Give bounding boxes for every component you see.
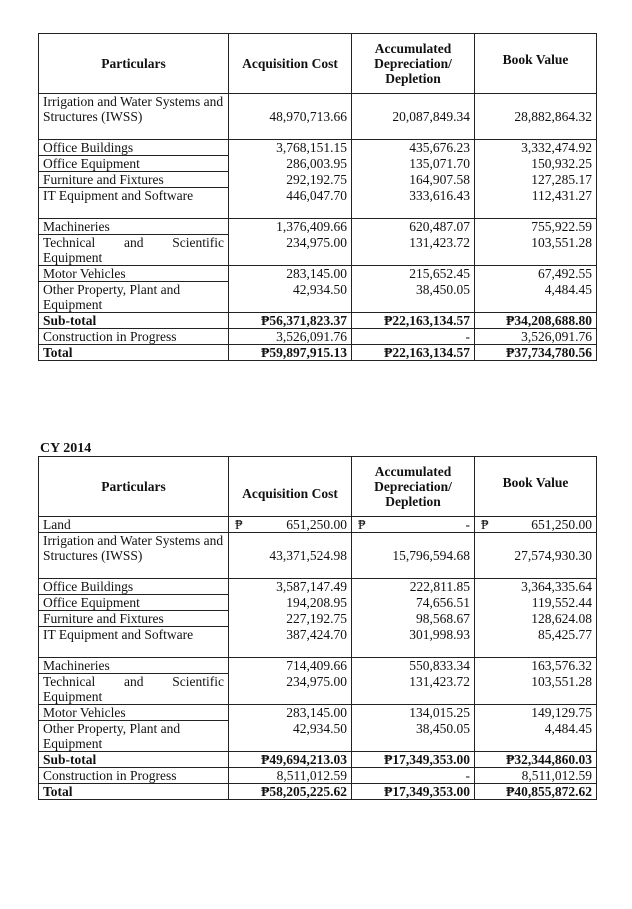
cell-book-value: 85,425.77 <box>475 627 597 658</box>
cell-book-value: 103,551.28 <box>475 235 597 266</box>
cip-row <box>39 768 597 784</box>
cell-cost: 43,371,524.98 <box>229 533 352 579</box>
cell-book-value: 149,129.75 <box>475 705 597 721</box>
table-row <box>39 533 597 579</box>
cip-depreciation: - <box>352 768 475 784</box>
subtotal-label: Sub-total <box>39 313 229 329</box>
peso-sign: ₱ <box>358 517 366 532</box>
cell-book-value: 4,484.45 <box>475 721 597 752</box>
cell-cost: 446,047.70 <box>229 188 352 219</box>
header-particulars: Particulars <box>39 34 229 94</box>
row-label: IT Equipment and Software <box>39 188 229 219</box>
table-row <box>39 282 597 313</box>
cell-cost: 283,145.00 <box>229 705 352 721</box>
row-label: Furniture and Fixtures <box>39 172 229 188</box>
header-acquisition-cost: Acquisition Cost <box>229 457 352 517</box>
cell-depreciation: 20,087,849.34 <box>352 94 475 140</box>
subtotal-cost: ₱56,371,823.37 <box>229 313 352 329</box>
cell-cost: 3,587,147.49 <box>229 579 352 595</box>
cell-book-value: 755,922.59 <box>475 219 597 235</box>
row-label: Machineries <box>39 219 229 235</box>
cell-cost <box>229 517 352 533</box>
table-row <box>39 611 597 627</box>
cell-depreciation: 135,071.70 <box>352 156 475 172</box>
row-label: Office Buildings <box>39 140 229 156</box>
subtotal-row <box>39 752 597 768</box>
table-row <box>39 627 597 658</box>
table-row <box>39 188 597 219</box>
table-row <box>39 705 597 721</box>
subtotal-cost: ₱49,694,213.03 <box>229 752 352 768</box>
table-row <box>39 219 597 235</box>
cell-depreciation: 74,656.51 <box>352 595 475 611</box>
table-row <box>39 156 597 172</box>
cell-book-value: 3,332,474.92 <box>475 140 597 156</box>
cell-book-value: 3,364,335.64 <box>475 579 597 595</box>
table-row <box>39 658 597 674</box>
cell-depreciation: 134,015.25 <box>352 705 475 721</box>
cell-book-value: 27,574,930.30 <box>475 533 597 579</box>
cip-label: Construction in Progress <box>39 329 229 345</box>
cell-depreciation: 131,423.72 <box>352 235 475 266</box>
total-book-value: ₱37,734,780.56 <box>475 345 597 361</box>
asset-table-1 <box>38 33 597 361</box>
cell-cost: 234,975.00 <box>229 674 352 705</box>
cell-book-value: 4,484.45 <box>475 282 597 313</box>
cell-book-value: 112,431.27 <box>475 188 597 219</box>
subtotal-book-value: ₱32,344,860.03 <box>475 752 597 768</box>
header-accumulated-depreciation: Accumulated Depreciation/ Depletion <box>352 457 475 517</box>
cell-depreciation: 15,796,594.68 <box>352 533 475 579</box>
total-cost: ₱59,897,915.13 <box>229 345 352 361</box>
cell-depreciation: 301,998.93 <box>352 627 475 658</box>
cell-depreciation: 333,616.43 <box>352 188 475 219</box>
table-row <box>39 595 597 611</box>
cell-book-value: 103,551.28 <box>475 674 597 705</box>
cell-cost: 42,934.50 <box>229 282 352 313</box>
table-row <box>39 172 597 188</box>
cell-cost: 194,208.95 <box>229 595 352 611</box>
table-row <box>39 721 597 752</box>
total-label: Total <box>39 345 229 361</box>
land-row <box>39 517 597 533</box>
total-label: Total <box>39 784 229 800</box>
cell-cost: 286,003.95 <box>229 156 352 172</box>
subtotal-depreciation: ₱17,349,353.00 <box>352 752 475 768</box>
subtotal-book-value: ₱34,208,688.80 <box>475 313 597 329</box>
row-label: Office Buildings <box>39 579 229 595</box>
row-label: Machineries <box>39 658 229 674</box>
table-row <box>39 94 597 140</box>
cell-depreciation: 131,423.72 <box>352 674 475 705</box>
section-title: CY 2014 <box>40 441 92 456</box>
cip-book-value: 3,526,091.76 <box>475 329 597 345</box>
cell-cost: 227,192.75 <box>229 611 352 627</box>
cell-book-value: 127,285.17 <box>475 172 597 188</box>
cell-depreciation: 38,450.05 <box>352 282 475 313</box>
table-row <box>39 266 597 282</box>
row-label: Land <box>39 517 229 533</box>
row-label: Technical and Scientific Equipment <box>39 674 229 705</box>
total-row <box>39 784 597 800</box>
cell-book-value <box>475 517 597 533</box>
cell-book-value: 28,882,864.32 <box>475 94 597 140</box>
table-row <box>39 674 597 705</box>
cip-label: Construction in Progress <box>39 768 229 784</box>
cell-depreciation <box>352 517 475 533</box>
cell-depreciation: 215,652.45 <box>352 266 475 282</box>
cell-depreciation: 38,450.05 <box>352 721 475 752</box>
peso-sign: ₱ <box>235 517 243 532</box>
header-particulars: Particulars <box>39 457 229 517</box>
cip-row <box>39 329 597 345</box>
row-label: Technical and Scientific Equipment <box>39 235 229 266</box>
cell-book-value: 150,932.25 <box>475 156 597 172</box>
subtotal-label: Sub-total <box>39 752 229 768</box>
row-label: Office Equipment <box>39 156 229 172</box>
table-row <box>39 235 597 266</box>
row-label: Other Property, Plant and Equipment <box>39 282 229 313</box>
land-bv-value: 651,250.00 <box>531 517 592 532</box>
cell-cost: 283,145.00 <box>229 266 352 282</box>
row-label: Office Equipment <box>39 595 229 611</box>
asset-table-2 <box>38 456 597 800</box>
cell-cost: 42,934.50 <box>229 721 352 752</box>
row-label: Furniture and Fixtures <box>39 611 229 627</box>
cell-book-value: 128,624.08 <box>475 611 597 627</box>
cip-book-value: 8,511,012.59 <box>475 768 597 784</box>
table-row <box>39 579 597 595</box>
row-label: Other Property, Plant and Equipment <box>39 721 229 752</box>
land-dep-value: - <box>465 517 470 532</box>
cell-book-value: 163,576.32 <box>475 658 597 674</box>
cell-depreciation: 550,833.34 <box>352 658 475 674</box>
total-depreciation: ₱22,163,134.57 <box>352 345 475 361</box>
cell-cost: 3,768,151.15 <box>229 140 352 156</box>
total-book-value: ₱40,855,872.62 <box>475 784 597 800</box>
cell-cost: 714,409.66 <box>229 658 352 674</box>
cip-depreciation: - <box>352 329 475 345</box>
cell-book-value: 67,492.55 <box>475 266 597 282</box>
cell-depreciation: 435,676.23 <box>352 140 475 156</box>
total-cost: ₱58,205,225.62 <box>229 784 352 800</box>
row-label: Motor Vehicles <box>39 705 229 721</box>
land-cost-value: 651,250.00 <box>286 517 347 532</box>
table-row <box>39 140 597 156</box>
header-book-value: Book Value <box>475 457 597 517</box>
row-label: Irrigation and Water Systems and Structures (IWSS) <box>39 533 229 579</box>
subtotal-row <box>39 313 597 329</box>
row-label: Motor Vehicles <box>39 266 229 282</box>
cell-cost: 48,970,713.66 <box>229 94 352 140</box>
peso-sign: ₱ <box>481 517 489 532</box>
cell-depreciation: 222,811.85 <box>352 579 475 595</box>
row-label: Irrigation and Water Systems and Structures (IWSS) <box>39 94 229 140</box>
row-label: IT Equipment and Software <box>39 627 229 658</box>
cell-depreciation: 620,487.07 <box>352 219 475 235</box>
cell-depreciation: 164,907.58 <box>352 172 475 188</box>
total-depreciation: ₱17,349,353.00 <box>352 784 475 800</box>
cell-depreciation: 98,568.67 <box>352 611 475 627</box>
header-accumulated-depreciation: Accumulated Depreciation/ Depletion <box>352 34 475 94</box>
cell-cost: 387,424.70 <box>229 627 352 658</box>
cell-cost: 292,192.75 <box>229 172 352 188</box>
header-book-value: Book Value <box>475 34 597 94</box>
cell-book-value: 119,552.44 <box>475 595 597 611</box>
total-row <box>39 345 597 361</box>
cell-cost: 234,975.00 <box>229 235 352 266</box>
header-acquisition-cost: Acquisition Cost <box>229 34 352 94</box>
cip-cost: 3,526,091.76 <box>229 329 352 345</box>
cip-cost: 8,511,012.59 <box>229 768 352 784</box>
subtotal-depreciation: ₱22,163,134.57 <box>352 313 475 329</box>
cell-cost: 1,376,409.66 <box>229 219 352 235</box>
